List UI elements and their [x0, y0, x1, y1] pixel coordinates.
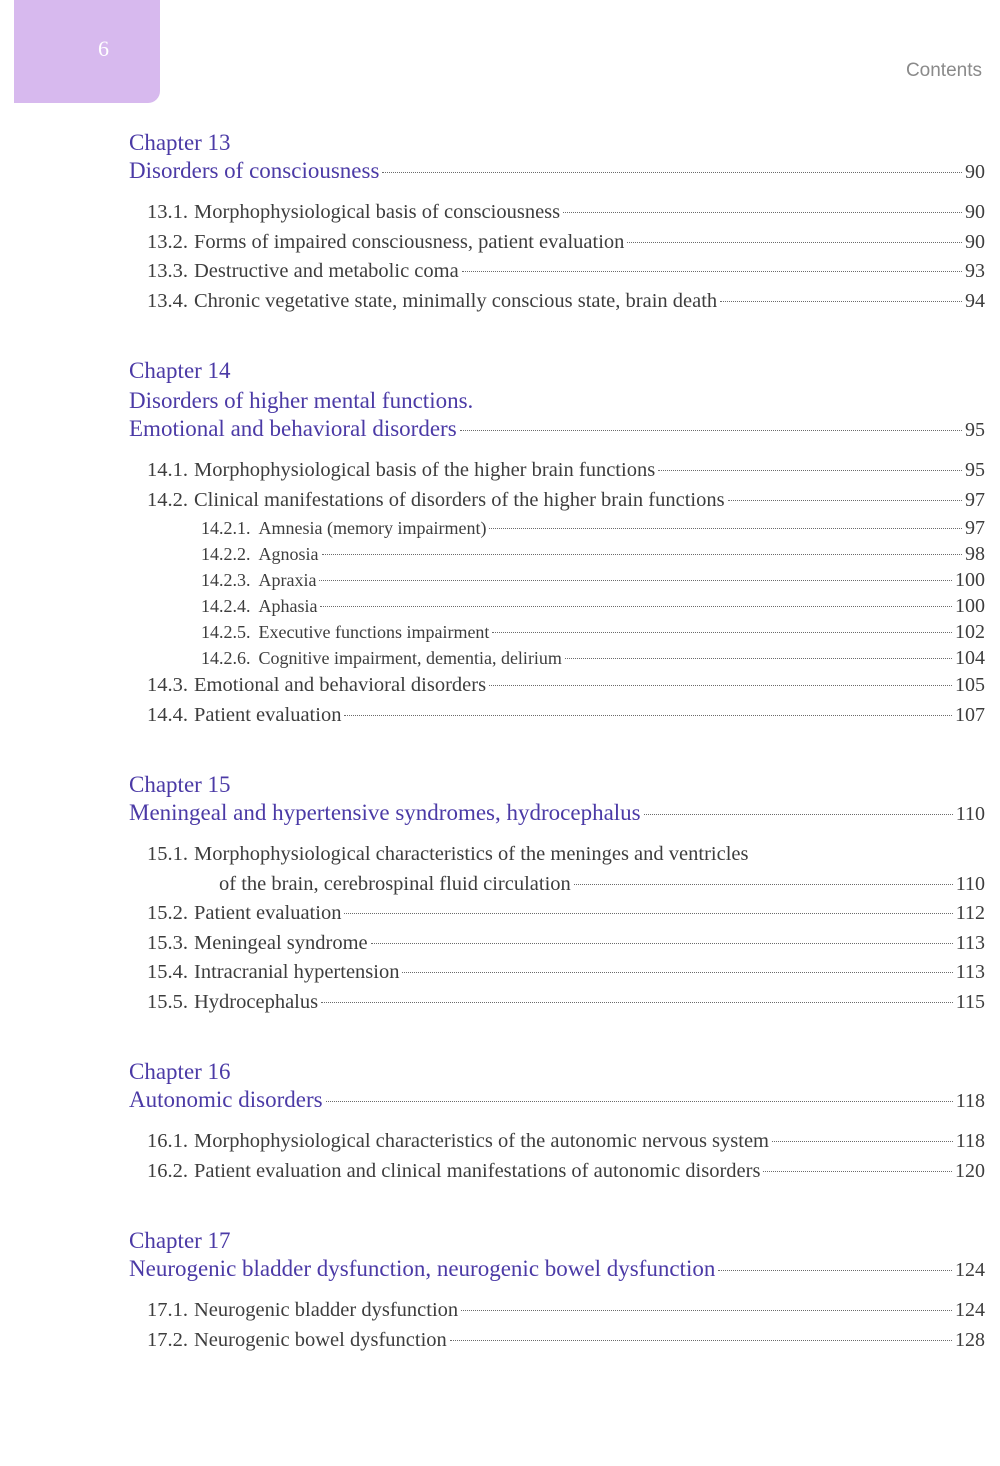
chapter-entry[interactable] [129, 800, 985, 826]
page-ref: 93 [965, 260, 985, 282]
dot-leader [627, 242, 962, 243]
section-entry-line[interactable] [147, 929, 985, 959]
subsection-title: Cognitive impairment, dementia, delirium [258, 648, 562, 668]
dot-leader [728, 500, 962, 501]
section-number: 15.2. [147, 902, 188, 924]
page-ref: 124 [955, 1299, 985, 1321]
page-ref: 118 [955, 1130, 985, 1152]
page-ref: 128 [955, 1328, 985, 1351]
dot-leader [658, 470, 962, 471]
section-entry-line[interactable] [147, 671, 985, 701]
section-number: 16.2. [147, 1159, 188, 1182]
subsection-title: Apraxia [258, 570, 317, 590]
section-number: 17.1. [147, 1299, 188, 1321]
chapter-label: Chapter 13 [129, 130, 231, 155]
subsection-title: Executive functions impairment [258, 622, 490, 642]
page-ref: 100 [955, 595, 985, 617]
section-title: Morphophysiological basis of the higher brain functions [194, 459, 656, 481]
section-entry-line[interactable] [147, 1296, 985, 1326]
section-entry-line[interactable] [147, 1157, 985, 1187]
section-title: Neurogenic bowel dysfunction [194, 1328, 447, 1351]
section-entry [129, 1326, 985, 1356]
section-number: 14.1. [147, 459, 188, 481]
section-title: Meningeal syndrome [194, 931, 368, 954]
section-title: Hydrocephalus [194, 990, 319, 1013]
section-entry-line[interactable] [147, 486, 985, 516]
subsection-entry [129, 645, 985, 671]
chapter-block [129, 770, 985, 1017]
section-entry [129, 1157, 985, 1187]
page-ref: 95 [965, 419, 985, 441]
section-entry [129, 671, 985, 701]
dot-leader [462, 271, 962, 272]
dot-leader [644, 814, 953, 815]
chapter-heading [129, 128, 985, 184]
page-ref: 97 [965, 517, 985, 539]
subsection-entry-line[interactable] [201, 645, 985, 671]
chapter-block [129, 128, 985, 316]
section-title: Destructive and metabolic coma [194, 260, 459, 282]
chapter-heading [129, 356, 985, 442]
section-entry-line[interactable] [147, 456, 985, 486]
chapter-title: Disorders of higher mental functions. [129, 388, 474, 413]
section-number: 14.4. [147, 703, 188, 726]
section-entry-line[interactable] [147, 840, 985, 870]
chapter-title: Meningeal and hypertensive syndromes, hydrocephalus [129, 800, 641, 825]
page-ref: 97 [965, 488, 985, 511]
section-title: Clinical manifestations of disorders of the higher brain functions [194, 488, 725, 511]
dot-leader [460, 430, 962, 431]
chapter-entry[interactable] [129, 1087, 985, 1113]
section-entry-line[interactable] [147, 899, 985, 929]
section-title: Patient evaluation [194, 703, 342, 726]
section-number: 14.3. [147, 674, 188, 696]
dot-leader [574, 884, 953, 885]
subsection-title: Agnosia [258, 544, 319, 564]
section-entry-line[interactable] [147, 287, 985, 317]
chapter-entry[interactable] [129, 158, 985, 184]
page-ref: 107 [955, 703, 985, 726]
page-ref: 115 [955, 990, 985, 1013]
dot-leader [319, 580, 952, 581]
section-entry [129, 1296, 985, 1326]
subsection-entry [129, 619, 985, 645]
chapter-label: Chapter 14 [129, 358, 231, 383]
page-ref: 100 [955, 569, 985, 591]
dot-leader [382, 172, 962, 173]
dot-leader [763, 1171, 952, 1172]
section-title: Patient evaluation and clinical manifestations of autonomic disorders [194, 1159, 761, 1182]
section-title: Morphophysiological characteristics of the meninges and ventricles [194, 843, 749, 865]
chapter-heading [129, 1226, 985, 1282]
page-ref: 105 [955, 674, 985, 696]
section-number: 15.1. [147, 843, 188, 865]
chapter-heading [129, 1057, 985, 1113]
dot-leader [326, 1101, 953, 1102]
section-entry-line[interactable] [147, 228, 985, 258]
page-ref: 90 [965, 161, 985, 183]
dot-leader [718, 1270, 952, 1271]
dot-leader [489, 685, 952, 686]
dot-leader [563, 212, 962, 213]
section-number: 13.1. [147, 201, 188, 223]
section-entry [129, 456, 985, 486]
section-entry [129, 988, 985, 1018]
subsection-entry-line[interactable] [201, 541, 985, 567]
page-ref: 110 [955, 803, 985, 825]
dot-leader [322, 554, 963, 555]
chapter-entry[interactable] [129, 1256, 985, 1282]
chapter-title: Disorders of consciousness [129, 158, 380, 183]
dot-leader [344, 715, 952, 716]
subsection-number: 14.2.5. [201, 622, 251, 642]
section-title: Patient evaluation [194, 902, 342, 924]
page-ref: 102 [955, 621, 985, 643]
page-ref: 124 [955, 1259, 985, 1281]
dot-leader [565, 658, 952, 659]
page-ref: 113 [955, 931, 985, 954]
page-ref: 90 [965, 201, 985, 223]
section-number: 14.2. [147, 488, 188, 511]
dot-leader [402, 972, 952, 973]
section-title-continued: of the brain, cerebrospinal fluid circulation [219, 872, 571, 895]
page-ref: 90 [965, 230, 985, 253]
section-number: 13.4. [147, 289, 188, 312]
section-entry [129, 198, 985, 228]
page-number-tab [14, 0, 160, 103]
section-entry-line[interactable] [147, 701, 985, 731]
section-entry [129, 840, 985, 899]
dot-leader [720, 301, 962, 302]
section-entry [129, 958, 985, 988]
chapter-block [129, 356, 985, 730]
section-title: Intracranial hypertension [194, 961, 400, 983]
page-number: 6 [98, 36, 109, 61]
chapter-title: Neurogenic bladder dysfunction, neurogenic bowel dysfunction [129, 1256, 716, 1281]
section-entry [129, 1127, 985, 1157]
section-entry [129, 486, 985, 516]
chapter-block [129, 1057, 985, 1186]
section-title: Neurogenic bladder dysfunction [194, 1299, 459, 1321]
subsection-number: 14.2.4. [201, 596, 251, 616]
page-ref: 95 [965, 459, 985, 481]
subsection-entry [129, 593, 985, 619]
dot-leader [344, 913, 952, 914]
dot-leader [371, 943, 953, 944]
subsection-number: 14.2.1. [201, 518, 251, 538]
page-ref: 104 [955, 647, 985, 669]
section-number: 15.5. [147, 990, 188, 1013]
page-ref: 98 [965, 543, 985, 565]
section-entry-line[interactable] [147, 870, 985, 900]
subsection-number: 14.2.6. [201, 648, 251, 668]
section-title: Forms of impaired consciousness, patient evaluation [194, 230, 625, 253]
dot-leader [321, 1002, 953, 1003]
page-ref: 110 [955, 872, 985, 895]
section-entry-line[interactable] [147, 988, 985, 1018]
chapter-entry[interactable] [129, 416, 985, 442]
section-number: 17.2. [147, 1328, 188, 1351]
chapter-label: Chapter 15 [129, 772, 231, 797]
chapter-block [129, 1226, 985, 1355]
subsection-entry [129, 515, 985, 541]
page-ref: 112 [955, 902, 985, 924]
section-number: 15.3. [147, 931, 188, 954]
subsection-title: Aphasia [258, 596, 318, 616]
page-ref: 113 [955, 961, 985, 983]
section-title: Morphophysiological characteristics of the autonomic nervous system [194, 1130, 770, 1152]
section-entry-line[interactable] [147, 958, 985, 988]
section-entry-line[interactable] [147, 1127, 985, 1157]
section-number: 16.1. [147, 1130, 188, 1152]
section-title: Chronic vegetative state, minimally conscious state, brain death [194, 289, 718, 312]
chapter-heading [129, 770, 985, 826]
dot-leader [489, 528, 962, 529]
dot-leader [461, 1310, 952, 1311]
subsection-entry [129, 567, 985, 593]
subsection-entry [129, 541, 985, 567]
subsection-entry-line[interactable] [201, 593, 985, 619]
chapter-label: Chapter 16 [129, 1059, 231, 1084]
chapter-title: Autonomic disorders [129, 1087, 323, 1112]
section-entry [129, 701, 985, 731]
page-ref: 118 [955, 1090, 985, 1112]
subsection-entry-line[interactable] [201, 567, 985, 593]
page-ref: 120 [955, 1159, 985, 1182]
dot-leader [772, 1141, 953, 1142]
section-entry-line[interactable] [147, 198, 985, 228]
section-title: Morphophysiological basis of consciousness [194, 201, 561, 223]
dot-leader [320, 606, 952, 607]
subsection-entry-line[interactable] [201, 515, 985, 541]
section-entry [129, 257, 985, 287]
subsection-number: 14.2.3. [201, 570, 251, 590]
subsection-number: 14.2.2. [201, 544, 251, 564]
section-entry-line[interactable] [147, 257, 985, 287]
subsection-entry-line[interactable] [201, 619, 985, 645]
table-of-contents [129, 128, 985, 1355]
section-number: 13.3. [147, 260, 188, 282]
section-entry [129, 899, 985, 929]
page-ref: 94 [965, 289, 985, 312]
chapter-title: Emotional and behavioral disorders [129, 416, 457, 441]
section-entry-line[interactable] [147, 1326, 985, 1356]
chapter-label: Chapter 17 [129, 1228, 231, 1253]
dot-leader [492, 632, 952, 633]
section-entry [129, 929, 985, 959]
section-number: 13.2. [147, 230, 188, 253]
section-entry [129, 228, 985, 258]
section-title: Emotional and behavioral disorders [194, 674, 487, 696]
subsection-title: Amnesia (memory impairment) [258, 518, 487, 538]
section-entry [129, 287, 985, 317]
running-header: Contents [905, 60, 982, 81]
section-number: 15.4. [147, 961, 188, 983]
dot-leader [450, 1340, 952, 1341]
